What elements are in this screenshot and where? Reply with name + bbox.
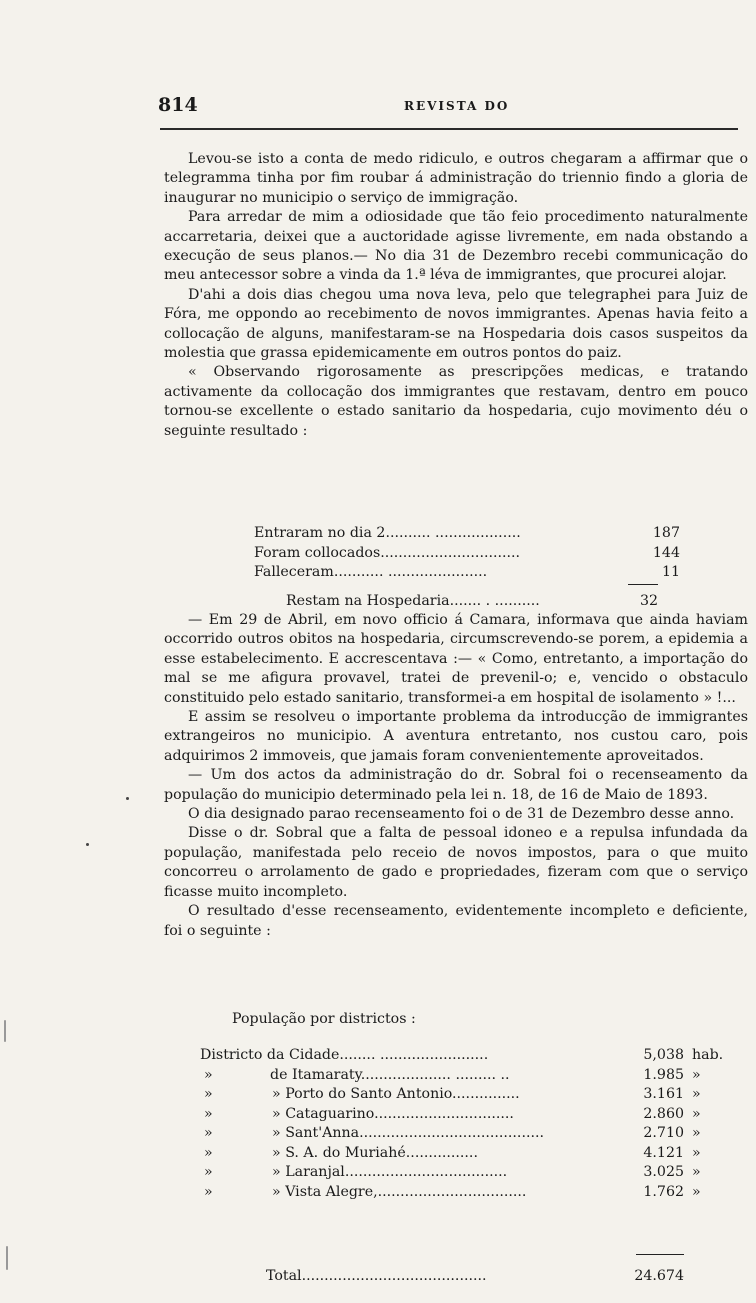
district-value: 3.025 [643, 1164, 684, 1180]
ditto-mark: » [204, 1144, 213, 1161]
district-label: » Cataguarino............................... [272, 1105, 514, 1122]
table-row [200, 1144, 740, 1164]
paragraph: Disse o dr. Sobral que a falta de pessoal idoneo e a repulsa infundada da população, manifestada pelo receio de novos impostos, para o que muito concorreu o arrolamento de gado e propriedades, fizeram com que o serviço ficasse muito incompleto. [164, 825, 748, 900]
total-value: 24.674 [634, 1268, 684, 1284]
district-label: » Vista Alegre,................................. [272, 1183, 527, 1200]
table-row [254, 524, 680, 544]
district-unit: » [692, 1144, 701, 1161]
print-speck [126, 797, 129, 800]
table-row [200, 1183, 740, 1203]
district-value: 2.860 [643, 1105, 684, 1122]
total-row [266, 1268, 696, 1284]
row-label: Entraram no dia 2.......... ................... [254, 525, 521, 541]
table-row [200, 1105, 740, 1125]
header-rule [160, 128, 738, 130]
body-text-block-a [164, 150, 748, 441]
district-value: 1.985 [643, 1066, 684, 1083]
table-row [200, 1163, 740, 1183]
district-label: de Itamaraty.................... ......... .. [270, 1066, 510, 1083]
district-unit: » [692, 1183, 701, 1200]
print-speck [86, 843, 89, 846]
district-unit: » [692, 1105, 701, 1122]
remaining-row [286, 593, 686, 609]
remaining-label: Restam na Hospedaria....... . .......... [286, 593, 540, 609]
print-speck [6, 1246, 8, 1270]
table-row [254, 563, 680, 583]
district-value: 4.121 [643, 1144, 684, 1161]
ditto-mark: » [204, 1183, 213, 1200]
sum-rule [636, 1254, 684, 1255]
page-number: 814 [158, 94, 198, 116]
total-label: Total......................................... [266, 1268, 487, 1284]
district-label: Districto da Cidade........ ........................ [200, 1047, 489, 1063]
paragraph: O dia designado parao recenseamento foi o de 31 de Dezembro desse anno. [188, 806, 735, 823]
paragraph: Para arredar de mim a odiosidade que tão feio procedimento naturalmente accarretaria, deixei que a auctoridade agisse livremente, em nada obstando a execução de seus planos.— No dia 31 de Dezembro recebi communicação do meu antecessor sobre a vinda da 1.ª léva de immigrantes, que procurei alojar. [164, 209, 748, 284]
paragraph: « Observando rigorosamente as prescripções medicas, e tratando activamente da collocação dos immigrantes que restavam, dentro em pouco tornou-se excellente o estado sanitario da hospedaria, cujo movimento déu o seguinte resultado : [164, 364, 748, 439]
row-value: 11 [661, 564, 680, 580]
paragraph: — Em 29 de Abril, em novo officio á Camara, informava que ainda haviam occorrido outros obitos na hospedaria, circumscrevendo-se porem, a epidemia a esse estabelecimento. E accrescentava :— « Como, entretanto, a importação do mal se me afigura provavel, tratei de prevenil-o; e, vencido o obstaculo constituido pelo estado sanitario, transformei-a em hospital de isolamento » !... [164, 612, 748, 706]
ditto-mark: » [204, 1105, 213, 1122]
district-value: 3.161 [643, 1086, 684, 1102]
paragraph: O resultado d'esse recenseamento, evidentemente incompleto e deficiente, foi o seguinte : [164, 903, 748, 939]
ditto-mark: » [204, 1086, 213, 1102]
ditto-mark: » [204, 1164, 213, 1180]
district-value: 1.762 [643, 1183, 684, 1200]
table-row [254, 544, 680, 564]
district-unit: » [692, 1164, 701, 1180]
paragraph: — Um dos actos da administração do dr. Sobral foi o recenseamento da população do municipio determinado pela lei n. 18, de 16 de Maio de 1893. [164, 767, 748, 803]
district-unit: » [692, 1125, 701, 1141]
ditto-mark: » [204, 1125, 213, 1141]
remaining-value: 32 [639, 593, 658, 609]
district-label: » Laranjal.................................... [272, 1164, 508, 1180]
population-table [200, 1046, 740, 1202]
district-unit: » [692, 1086, 701, 1102]
paragraph: Levou-se isto a conta de medo ridiculo, e outros chegaram a affirmar que o telegramma tinha por fim roubar á administração do triennio findo a gloria de inaugurar no municipio o serviço de immigração. [164, 151, 748, 206]
sum-rule [628, 584, 658, 585]
table-row [200, 1124, 740, 1144]
district-value: 5,038 [643, 1047, 684, 1063]
row-label: Foram collocados............................... [254, 544, 521, 561]
table-row [200, 1085, 740, 1105]
district-label: » S. A. do Muriahé................ [272, 1144, 478, 1161]
table-row [200, 1046, 740, 1066]
district-label: » Porto do Santo Antonio............... [272, 1086, 520, 1102]
district-value: 2.710 [643, 1125, 684, 1141]
ditto-mark: » [204, 1066, 213, 1083]
row-value: 187 [652, 525, 680, 541]
print-speck [4, 1020, 6, 1042]
body-text-block-b [164, 611, 748, 941]
running-title: REVISTA DO [404, 99, 510, 113]
paragraph: D'ahi a dois dias chegou uma nova leva, pelo que telegraphei para Juiz de Fóra, me oppondo ao recebimento de novos immigrantes. Apenas havia feito a collocação de alguns, manifestaram-se na Hospedaria dois casos suspeitos da molestia que grassa epidemicamente em outros pontos do paiz. [164, 286, 748, 362]
district-label: » Sant'Anna......................................... [272, 1125, 544, 1141]
population-heading: População por districtos : [232, 1011, 416, 1027]
table-row [200, 1066, 740, 1086]
district-unit: hab. [692, 1047, 724, 1063]
page-header [158, 94, 738, 118]
district-unit: » [692, 1066, 701, 1083]
row-value: 144 [652, 544, 680, 561]
row-label: Falleceram........... ...................... [254, 564, 488, 580]
hospedaria-movement-table [254, 524, 680, 583]
paragraph: E assim se resolveu o importante problema da introducção de immigrantes extrangeiros no municipio. A aventura entretanto, nos custou caro, pois adquirimos 2 immoveis, que jamais foram convenientemente aproveitados. [164, 709, 748, 764]
